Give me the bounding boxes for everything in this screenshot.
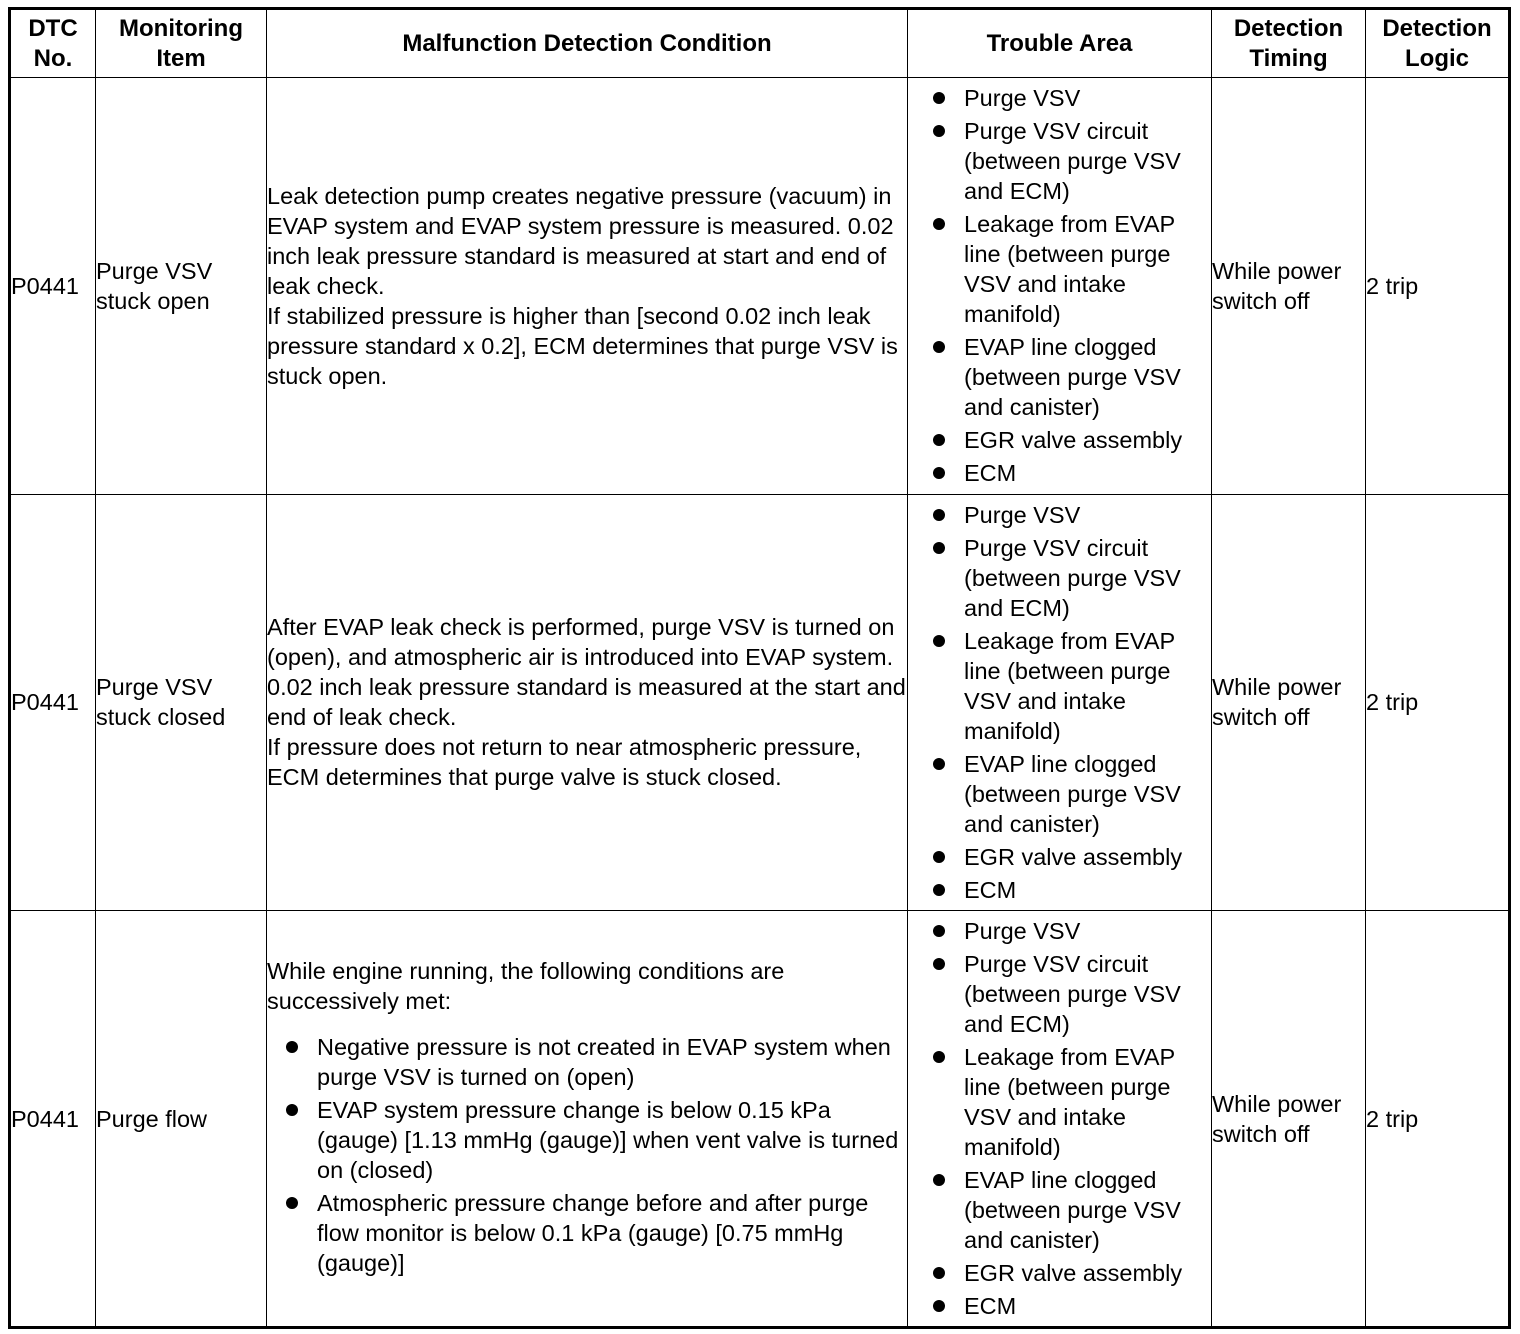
bullet-icon — [933, 1051, 945, 1063]
bullet-icon — [933, 884, 945, 896]
header-detection-timing: Detection Timing — [1212, 9, 1366, 78]
trouble-area-text: Purge VSV — [964, 918, 1081, 945]
table-row — [10, 911, 1510, 1328]
list-item — [908, 749, 1211, 839]
condition-bullet-text: Negative pressure is not created in EVAP system when purge VSV is turned on (open) — [317, 1034, 891, 1091]
header-dtc-no: DTC No. — [10, 9, 96, 78]
list-item — [908, 1258, 1211, 1288]
bullet-icon — [933, 635, 945, 647]
list-item — [908, 533, 1211, 623]
dtc-table — [8, 7, 1511, 1329]
condition-intro: While engine running, the following conditions are successively met: — [267, 958, 785, 1015]
condition-bullet-text: Atmospheric pressure change before and after purge flow monitor is below 0.1 kPa (gauge) [0.75 mmHg (gauge)] — [317, 1190, 869, 1277]
list-item — [908, 875, 1211, 905]
condition-paragraph: Leak detection pump creates negative pressure (vacuum) in EVAP system and EVAP system pressure is measured. 0.02 inch leak pressure standard is measured at start and end of leak check. — [267, 182, 894, 299]
detection-logic: 2 trip — [1366, 911, 1510, 1328]
dtc-code: P0441 — [10, 494, 96, 911]
trouble-area — [908, 494, 1212, 911]
bullet-icon — [933, 92, 945, 104]
condition-paragraph: After EVAP leak check is performed, purge VSV is turned on (open), and atmospheric air is introduced into EVAP system. 0.02 inch leak pressure standard is measured at the start and end of leak check. — [267, 614, 906, 731]
bullet-icon — [933, 509, 945, 521]
trouble-area — [908, 911, 1212, 1328]
table-row — [10, 494, 1510, 911]
list-item — [267, 1188, 907, 1278]
list-item — [908, 626, 1211, 746]
trouble-area-text: EVAP line clogged (between purge VSV and canister) — [964, 750, 1181, 837]
header-row — [10, 9, 1510, 78]
detection-logic: 2 trip — [1366, 78, 1510, 495]
detection-timing: While power switch off — [1212, 911, 1366, 1328]
trouble-area-text: EVAP line clogged (between purge VSV and canister) — [964, 334, 1181, 421]
list-item — [908, 332, 1211, 422]
list-item — [908, 916, 1211, 946]
trouble-area-text: EGR valve assembly — [964, 843, 1183, 870]
bullet-icon — [286, 1041, 298, 1053]
trouble-area-text: Leakage from EVAP line (between purge VSV and intake manifold) — [964, 1044, 1175, 1161]
bullet-icon — [933, 341, 945, 353]
trouble-area-text: EGR valve assembly — [964, 427, 1183, 454]
detection-logic: 2 trip — [1366, 494, 1510, 911]
trouble-area-text: Purge VSV — [964, 85, 1081, 112]
bullet-icon — [286, 1197, 298, 1209]
list-item — [908, 425, 1211, 455]
bullet-icon — [933, 125, 945, 137]
trouble-area-text: Purge VSV — [964, 501, 1081, 528]
condition-paragraph: If stabilized pressure is higher than [second 0.02 inch leak pressure standard x 0.2], ECM determines that purge VSV is stuck open. — [267, 302, 898, 389]
bullet-icon — [933, 1174, 945, 1186]
bullet-icon — [933, 958, 945, 970]
list-item — [267, 1095, 907, 1185]
trouble-area-text: ECM — [964, 1293, 1017, 1320]
list-item — [908, 500, 1211, 530]
detection-condition — [267, 494, 908, 911]
condition-bullet-text: EVAP system pressure change is below 0.15 kPa (gauge) [1.13 mmHg (gauge)] when vent valve is turned on (closed) — [317, 1097, 899, 1184]
list-item — [908, 83, 1211, 113]
detection-condition — [267, 911, 908, 1328]
trouble-area-list — [908, 83, 1211, 488]
list-item — [908, 842, 1211, 872]
trouble-area-list — [908, 916, 1211, 1321]
list-item — [908, 116, 1211, 206]
trouble-area-list — [908, 500, 1211, 905]
detection-condition — [267, 78, 908, 495]
condition-list — [267, 1032, 907, 1278]
header-monitoring-item: Monitoring Item — [96, 9, 267, 78]
detection-timing: While power switch off — [1212, 78, 1366, 495]
list-item — [908, 1165, 1211, 1255]
monitoring-item: Purge VSV stuck open — [96, 78, 267, 495]
list-item — [908, 1042, 1211, 1162]
monitoring-item: Purge flow — [96, 911, 267, 1328]
condition-paragraph: If pressure does not return to near atmospheric pressure, ECM determines that purge valve is stuck closed. — [267, 734, 862, 791]
trouble-area-text: ECM — [964, 460, 1017, 487]
trouble-area-text: EVAP line clogged (between purge VSV and canister) — [964, 1167, 1181, 1254]
list-item — [908, 209, 1211, 329]
bullet-icon — [286, 1104, 298, 1116]
bullet-icon — [933, 542, 945, 554]
trouble-area-text: Purge VSV circuit (between purge VSV and ECM) — [964, 951, 1181, 1038]
dtc-code: P0441 — [10, 78, 96, 495]
list-item — [267, 1032, 907, 1092]
trouble-area-text: ECM — [964, 876, 1017, 903]
header-condition: Malfunction Detection Condition — [267, 9, 908, 78]
header-trouble-area: Trouble Area — [908, 9, 1212, 78]
trouble-area — [908, 78, 1212, 495]
trouble-area-text: Purge VSV circuit (between purge VSV and ECM) — [964, 118, 1181, 205]
list-item — [908, 1291, 1211, 1321]
trouble-area-text: Leakage from EVAP line (between purge VSV and intake manifold) — [964, 627, 1175, 744]
bullet-icon — [933, 1300, 945, 1312]
bullet-icon — [933, 758, 945, 770]
table-row — [10, 78, 1510, 495]
bullet-icon — [933, 851, 945, 863]
trouble-area-text: Purge VSV circuit (between purge VSV and ECM) — [964, 534, 1181, 621]
bullet-icon — [933, 467, 945, 479]
monitoring-item: Purge VSV stuck closed — [96, 494, 267, 911]
list-item — [908, 949, 1211, 1039]
header-detection-logic: Detection Logic — [1366, 9, 1510, 78]
bullet-icon — [933, 218, 945, 230]
trouble-area-text: Leakage from EVAP line (between purge VSV and intake manifold) — [964, 211, 1175, 328]
dtc-code: P0441 — [10, 911, 96, 1328]
bullet-icon — [933, 925, 945, 937]
bullet-icon — [933, 434, 945, 446]
list-item — [908, 458, 1211, 488]
bullet-icon — [933, 1267, 945, 1279]
trouble-area-text: EGR valve assembly — [964, 1260, 1183, 1287]
detection-timing: While power switch off — [1212, 494, 1366, 911]
